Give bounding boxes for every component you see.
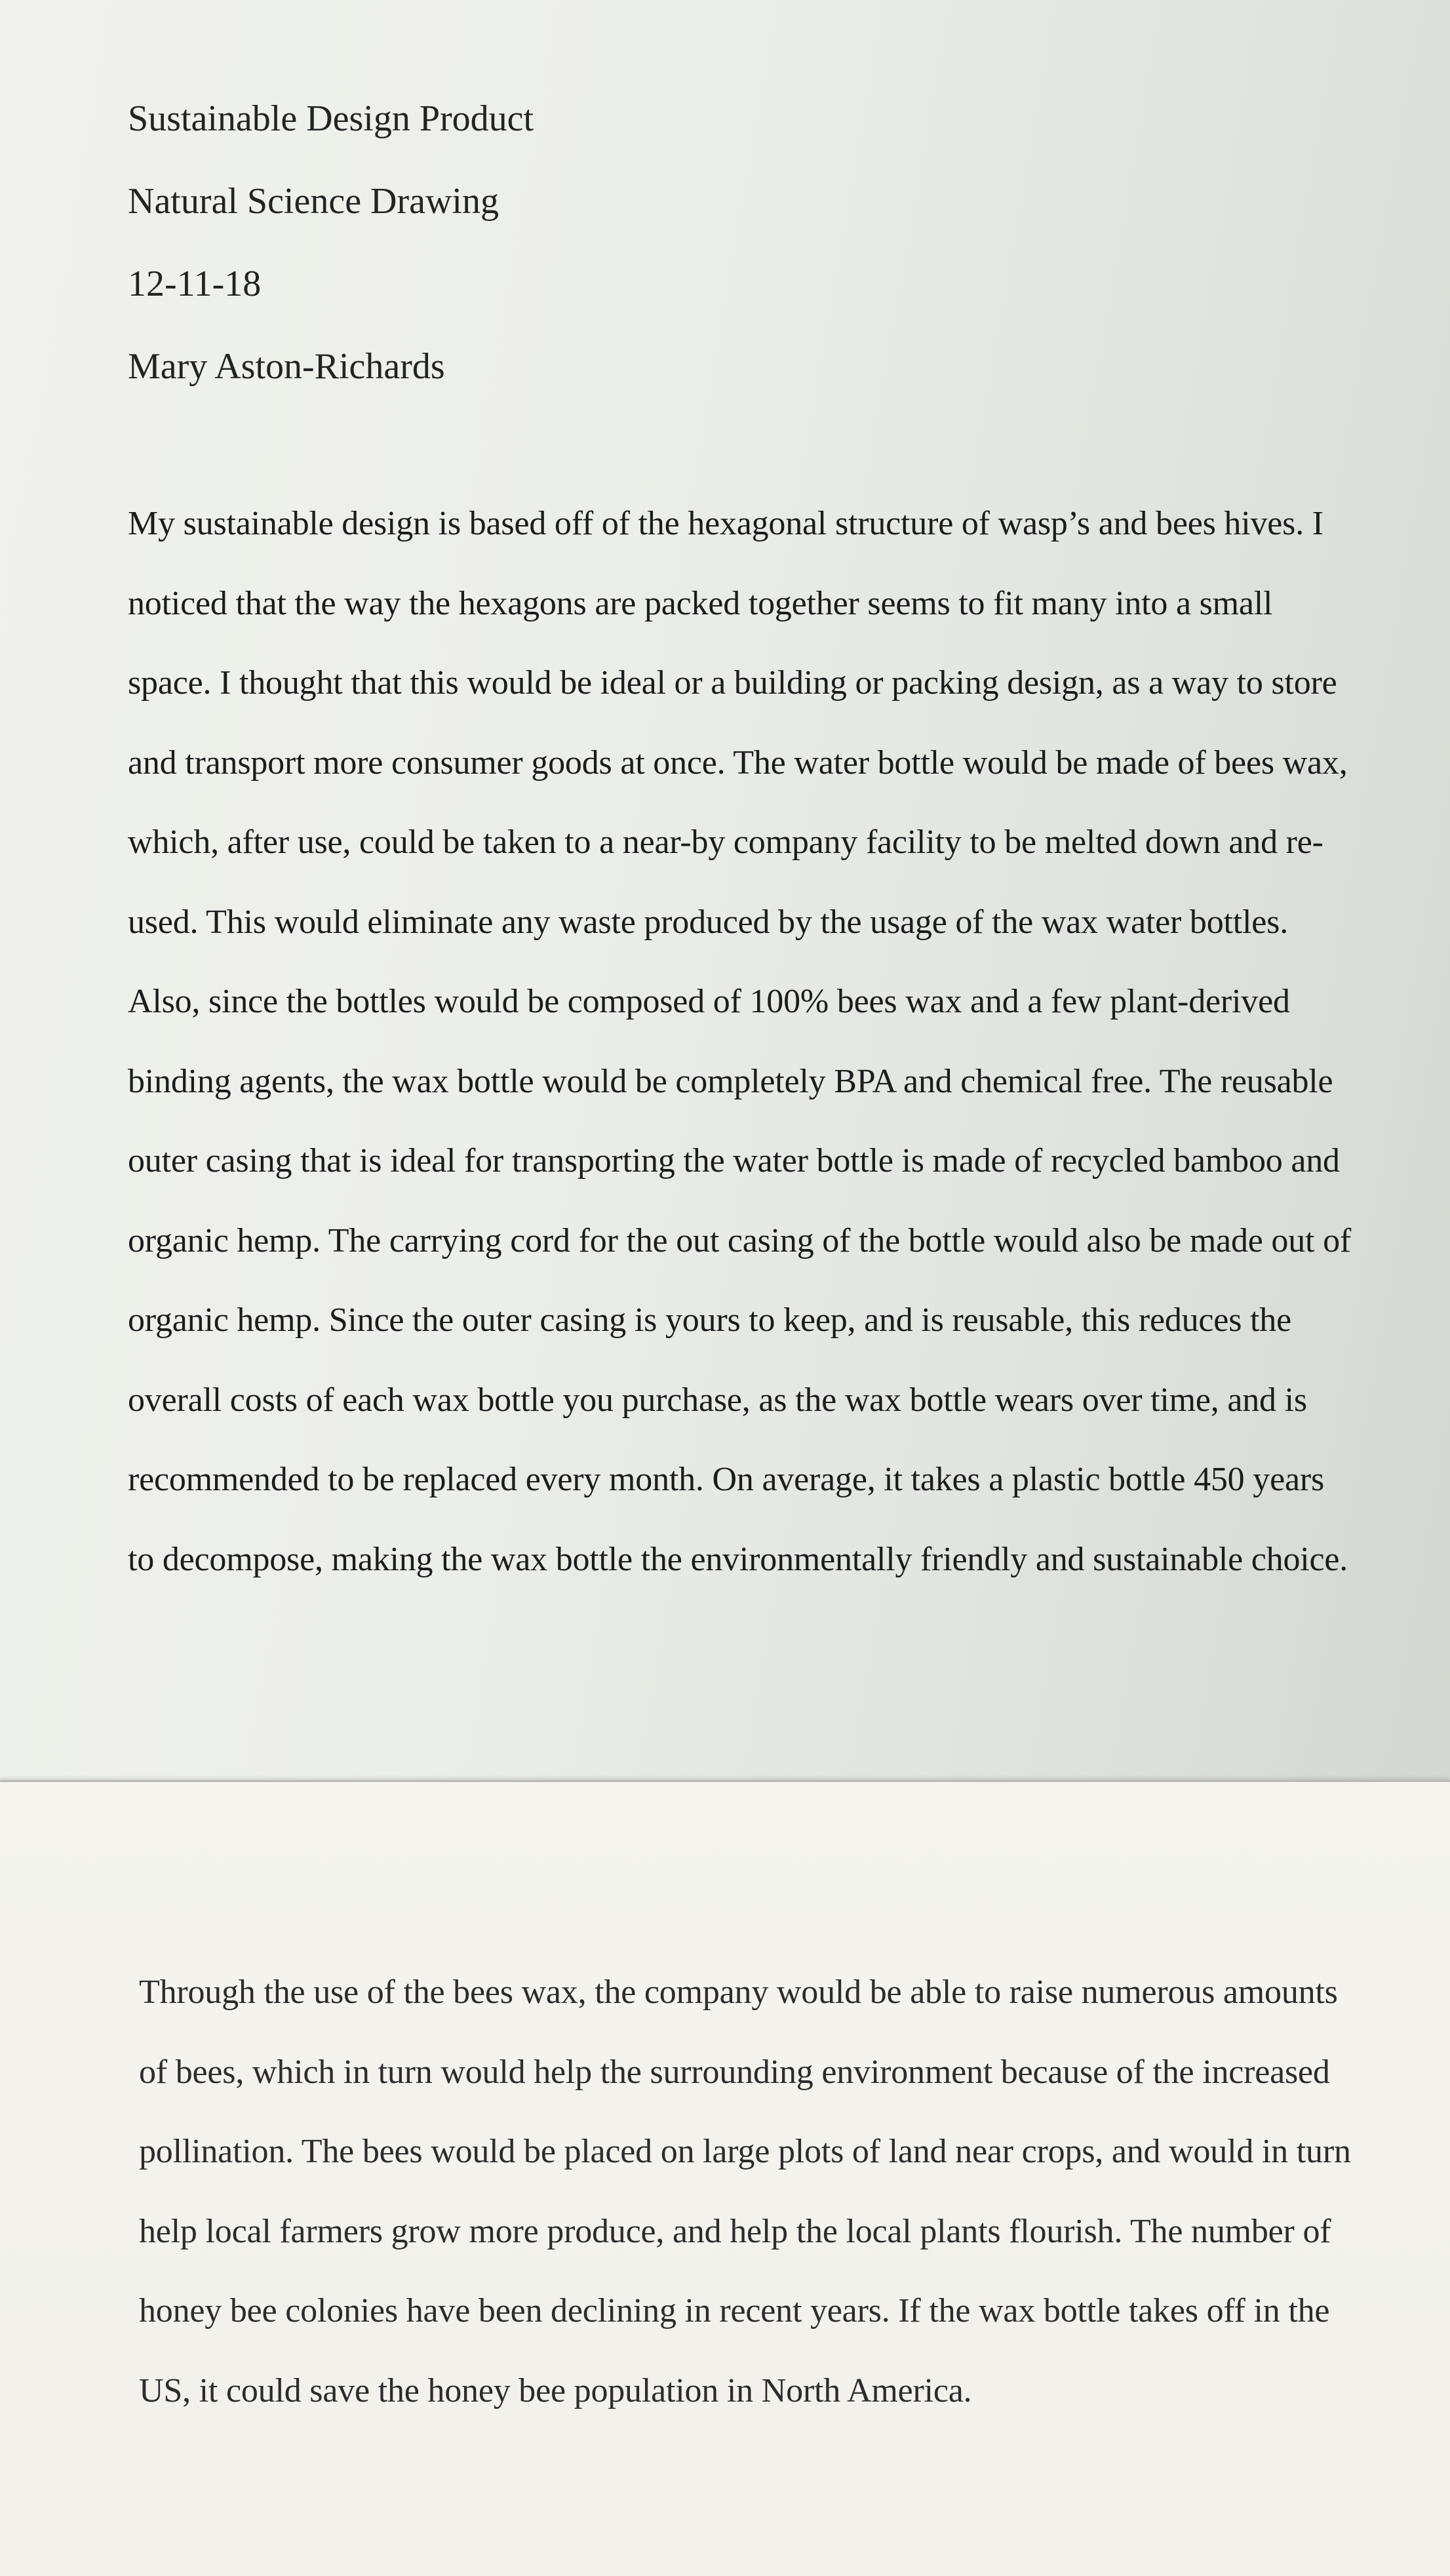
document-title: Sustainable Design Product xyxy=(128,98,534,139)
document-date: 12-11-18 xyxy=(128,264,262,304)
author-name: Mary Aston-Richards xyxy=(128,346,445,387)
paragraph-1: My sustainable design is based off of the hexagonal structure of wasp’s and bees hives. I noticed that the way the hexagons are packed together seems to fit many into a small space. I thought that this would be ideal or a building or packing design, as a way to store and transport more consumer goods at once. The water bottle would be made of bees wax, which, after use, could be taken to a near-by company facility to be melted down and re-used. This would eliminate any waste produced by the usage of the wax water bottles. Also, since the bottles would be composed of 100% bees wax and a few plant-derived binding agents, the wax bottle would be completely BPA and chemical free. The reusable outer casing that is ideal for transporting the water bottle is made of recycled bamboo and organic hemp. The carrying cord for the out casing of the bottle would also be made out of organic hemp. Since the outer casing is yours to keep, and is reusable, this reduces the overall costs of each wax bottle you purchase, as the wax bottle wears over time, and is recommended to be replaced every month. On average, it takes a plastic bottle 450 years to decompose, making the wax bottle the environmentally friendly and sustainable choice. xyxy=(128,505,1351,1578)
course-name: Natural Science Drawing xyxy=(128,181,499,222)
document-header xyxy=(128,77,1352,408)
document-page-bottom xyxy=(0,1780,1450,2576)
paragraph-2: Through the use of the bees wax, the company would be able to raise numerous amounts of bees, which in turn would help the surrounding environment because of the increased pollination. The bees would be placed on large plots of land near crops, and would in turn help local farmers grow more produce, and help the local plants flourish. The number of honey bee colonies have been declining in recent years. If the wax bottle takes off in the US, it could save the honey bee population in North America. xyxy=(139,1973,1351,2409)
